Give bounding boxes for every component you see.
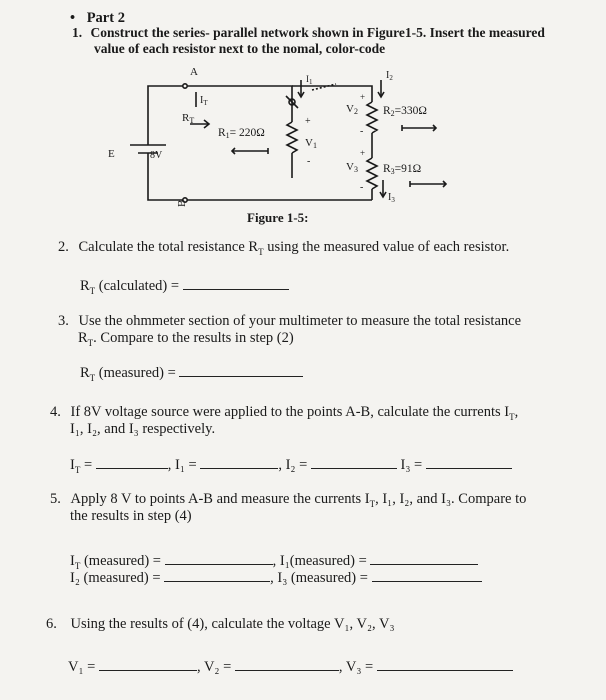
i2-label: $I_2$ (386, 70, 393, 82)
q5-line1-end: , I₁, I₂, and I₃. Compare to (375, 491, 527, 507)
q5-answer-row2 (70, 569, 482, 587)
q5-it-sub: T (74, 560, 81, 571)
q6-v3-label: , V₃ = (338, 659, 374, 675)
v1-minus: - (307, 156, 311, 167)
bottom-left-wire (148, 158, 183, 200)
q1-number: 1. (72, 25, 83, 40)
i3-label: $I_3$ (388, 192, 395, 204)
i1-measured-field[interactable] (370, 552, 478, 565)
q3-line2-b: . Compare to the results in step (2) (93, 330, 294, 346)
source-value: 8V (150, 150, 163, 161)
v3-label: V3 (346, 161, 358, 174)
q3-answer-sub: T (89, 372, 96, 383)
q4-i1-label: , I₁ = (167, 457, 197, 473)
q3-line1 (58, 312, 521, 330)
rt-measured-field[interactable] (179, 364, 303, 377)
q4-i3-label: I₃ = (400, 457, 423, 473)
q3-text-line1: Use the ohmmeter section of your multimeter to measure the total resistance (78, 313, 522, 329)
q6-v2-label: , V₂ = (196, 659, 232, 675)
it-label: $I_T$ (200, 95, 208, 107)
part-title: Part 2 (86, 10, 125, 26)
q2-text: Calculate the total resistance R (78, 239, 259, 255)
q4-it-sub: T (74, 464, 81, 475)
q2-answer-label: R (80, 278, 90, 294)
q6-question (46, 615, 395, 633)
r1-resistor (287, 122, 297, 153)
q6-v1-label: V₁ = (68, 659, 96, 675)
v2-label: V2 (346, 103, 358, 116)
i3-calculated-field[interactable] (426, 456, 512, 469)
q2-answer-end: (calculated) = (95, 278, 180, 294)
node-a-label: A (190, 66, 198, 78)
q2-number: 2. (58, 239, 69, 255)
q4-line1-sub: T (509, 411, 515, 422)
r2-resistor (367, 102, 377, 133)
q2-answer-row (80, 277, 289, 300)
v1-plus: + (305, 116, 311, 127)
v2-field[interactable] (235, 658, 339, 671)
q5-line1-sub: T (369, 498, 376, 509)
q2-answer-sub: T (89, 285, 96, 296)
it-measured-field[interactable] (165, 552, 273, 565)
part-bullet: • (70, 10, 76, 26)
q4-i2-label: , I₂ = (278, 457, 308, 473)
q4-text-line2: I₁, I₂, and I₃ respectively. (70, 421, 216, 437)
q2-text-sub: T (258, 246, 264, 257)
q5-number: 5. (50, 491, 61, 507)
q4-it-eq: = (80, 457, 93, 473)
v2-minus: - (360, 126, 364, 137)
v1-field[interactable] (99, 658, 197, 671)
q3-number: 3. (58, 313, 69, 329)
q2-text-end: using the measured value of each resistor. (263, 239, 510, 255)
source-label: E (108, 148, 115, 160)
it-calculated-field[interactable] (96, 456, 168, 469)
r3-resistor (367, 158, 377, 189)
q6-text: Using the results of (4), calculate the voltage V₁, V₂, V₃ (70, 616, 395, 632)
q5-i3-label: , I₃ (measured) = (270, 570, 368, 586)
q3-line2-sub: T (87, 337, 94, 348)
r2-label: R2=330Ω (383, 105, 427, 118)
q3-answer-row (80, 364, 303, 387)
i2-measured-field[interactable] (164, 569, 270, 582)
q4-it-label: I (70, 457, 75, 473)
q5-it-label: I (70, 553, 75, 569)
v1-label: V1 (305, 137, 317, 150)
q3-line2-a: R (78, 330, 88, 346)
figure-caption: Figure 1-5: (247, 210, 309, 225)
r1-label: R1= 220Ω (218, 127, 265, 140)
top-left-wire (148, 86, 183, 145)
rt-calculated-field[interactable] (183, 277, 289, 290)
q4-answer-row (70, 456, 512, 479)
v3-plus: + (360, 148, 366, 158)
q3-answer-label: R (80, 365, 90, 381)
v3-field[interactable] (377, 658, 513, 671)
terminal-a (183, 84, 187, 88)
q4-number: 4. (50, 404, 61, 420)
q6-number: 6. (46, 616, 57, 632)
i1-calculated-field[interactable] (200, 456, 278, 469)
v3-minus: - (360, 182, 364, 193)
q1-text-line1: Construct the series- parallel network shown in Figure1-5. Insert the measured (90, 25, 545, 40)
q5-i2-label: I₂ (measured) = (70, 570, 161, 586)
q5-i1-label: , I₁(measured) = (272, 553, 367, 569)
circuit-figure (0, 0, 606, 240)
q3-answer-end: (measured) = (95, 365, 176, 381)
q6-answer-row (68, 658, 513, 676)
q4-text-line1: If 8V voltage source were applied to the points A-B, calculate the currents I (70, 404, 510, 420)
q5-text-line2: the results in step (4) (70, 508, 192, 524)
q5-it-end: (measured) = (80, 553, 161, 569)
r3-label: R3=91Ω (383, 163, 422, 176)
v2-plus: + (360, 92, 366, 102)
q3-line2 (78, 329, 294, 352)
i3-measured-field[interactable] (372, 569, 482, 582)
q5-text-line1: Apply 8 V to points A-B and measure the currents I (70, 491, 370, 507)
node-b-label: B (176, 199, 188, 207)
q1-text-line2: value of each resistor next to the nomal, color-code (94, 41, 386, 56)
q4-line1-end: , (514, 404, 519, 420)
i1-label: $I_1$ (306, 74, 313, 86)
rt-label: RT (182, 112, 195, 125)
q2-question (58, 238, 509, 261)
i2-calculated-field[interactable] (311, 456, 397, 469)
